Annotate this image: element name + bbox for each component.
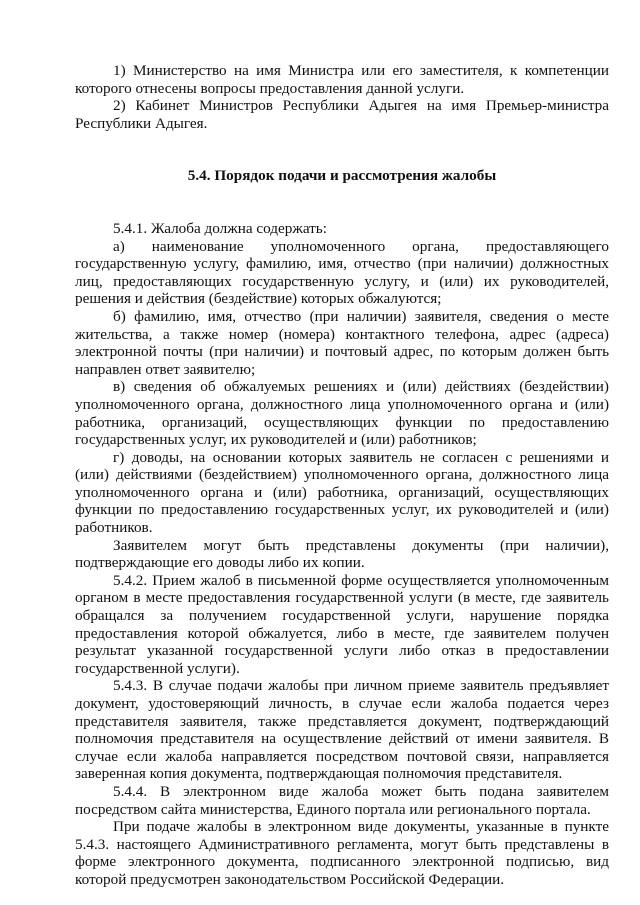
paragraph-item-g: г) доводы, на основании которых заявитель не согласен с решениями и (или) действиями (бездействием) уполномоченного органа, должностного лица уполномоченного органа и (или) работника, организаций, осуществляющих функции по предоставлению государственных услуг, их руководителей и (или) работников. xyxy=(75,448,609,537)
paragraph-5-4-3: 5.4.3. В случае подачи жалобы при личном приеме заявитель предъявляет документ, удостоверяющий личность, в случае если жалоба подается через представителя заявителя, также представляется документ, подтверждающий полномочия представителя на осуществление действий от имени заявителя. В случае если жалоба направляется посредством почтовой связи, направляется заверенная копия документа, подтверждающая полномочия представителя. xyxy=(75,677,609,783)
paragraph-electronic: При подаче жалобы в электронном виде документы, указанные в пункте 5.4.3. настоящего Административного регламента, могут быть представлены в форме электронного документа, подписанного электронной подписью, вид которой предусмотрен законодательством Российской Федерации. xyxy=(75,818,609,888)
paragraph-item-v: в) сведения об обжалуемых решениях и (или) действиях (бездействии) уполномоченного органа, должностного лица уполномоченного органа и (или) работника, организаций, осуществляющих функции по предоставлению государственных услуг, их руководителей и (или) работников; xyxy=(75,378,609,449)
paragraph-5-4-1: 5.4.1. Жалоба должна содержать: xyxy=(113,219,327,237)
paragraph-5-4-4: 5.4.4. В электронном виде жалоба может быть подана заявителем посредством сайта министерства, Единого портала или регионального портала. xyxy=(75,782,609,818)
paragraph-ministry: 1) Министерство на имя Министра или его заместителя, к компетенции которого отнесены вопросы предоставления данной услуги. xyxy=(75,62,609,97)
paragraph-documents: Заявителем могут быть представлены документы (при наличии), подтверждающие его доводы либо их копии. xyxy=(75,536,609,572)
document-body xyxy=(75,62,609,889)
paragraph-cabinet: 2) Кабинет Министров Республики Адыгея на имя Премьер-министра Республики Адыгея. xyxy=(75,97,609,132)
paragraph-item-b: б) фамилию, имя, отчество (при наличии) заявителя, сведения о месте жительства, а также номер (номера) контактного телефона, адрес (адреса) электронной почты (при наличии) и почтовый адрес, по которым должен быть направлен ответ заявителю; xyxy=(75,307,609,378)
section-title: 5.4. Порядок подачи и рассмотрения жалобы xyxy=(187,167,497,185)
paragraph-5-4-2: 5.4.2. Прием жалоб в письменной форме осуществляется уполномоченным органом в месте предоставления государственной услуги (в месте, где заявитель обращался за получением государственной услуги, нарушение порядка предоставления которой обжалуется, либо в месте, где заявителем получен результат указанной государственной услуги либо отказ в предоставлении государственной услуги). xyxy=(75,571,609,677)
paragraph-item-a: а) наименование уполномоченного органа, предоставляющего государственную услугу, фамилию, имя, отчество (при наличии) должностных лиц, предоставляющих государственную услугу, и (или) их руководителей, решения и действия (бездействие) которых обжалуются; xyxy=(75,237,609,308)
